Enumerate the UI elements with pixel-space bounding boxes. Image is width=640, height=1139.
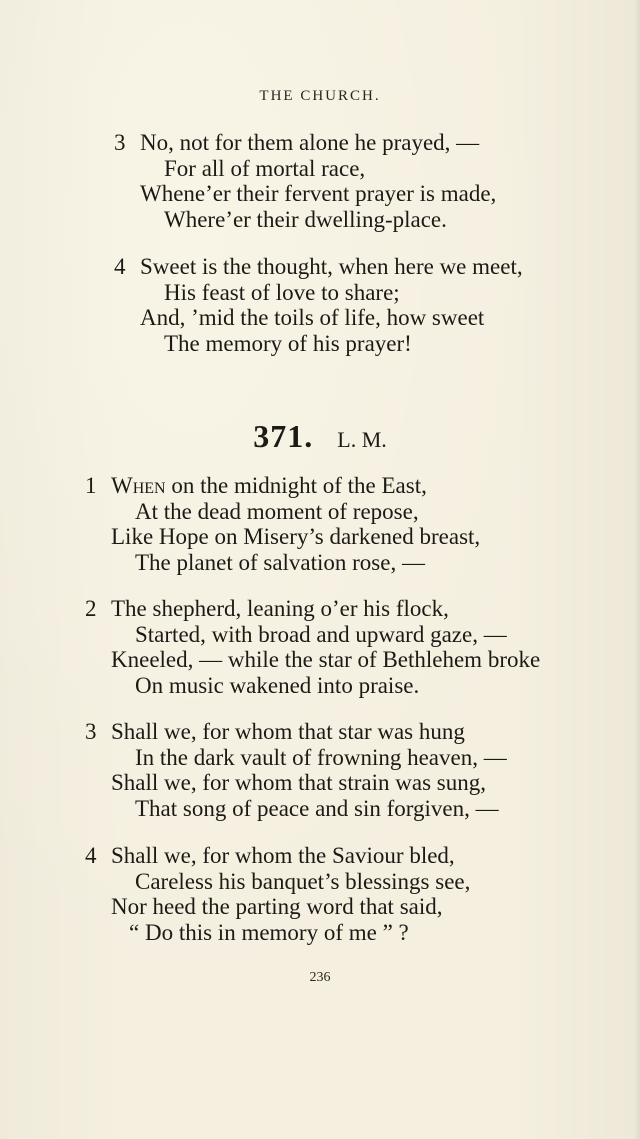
verse-text: Shall we, for whom the Saviour bled, (111, 843, 455, 868)
stanza-line (114, 331, 523, 357)
stanza-number: 4 (114, 254, 126, 279)
verse-text: And, ’mid the toils of life, how sweet (140, 305, 485, 330)
stanza-line (85, 796, 507, 822)
verse-text: Sweet is the thought, when here we meet, (140, 254, 523, 279)
verse-text: on the midnight of the East, (165, 473, 427, 498)
stanza-line (85, 843, 470, 869)
hymn-stanza-1 (85, 473, 480, 575)
verse-text: “ Do this in memory of me ” ? (129, 919, 409, 945)
verse-text: Kneeled, — while the star of Bethlehem broke (111, 647, 541, 672)
stanza-line (85, 647, 540, 673)
verse-text: On music wakened into praise. (135, 672, 420, 698)
page-edge-shadow (634, 0, 640, 1139)
stanza-line (85, 622, 540, 648)
verse-text: The memory of his prayer! (164, 330, 412, 356)
verse-text: Shall we, for whom that star was hung (111, 719, 465, 744)
verse-text: Started, with broad and upward gaze, — (135, 621, 507, 647)
verse-text: Shall we, for whom that strain was sung, (111, 770, 486, 795)
stanza-line (85, 473, 480, 499)
verse-text: Like Hope on Misery’s darkened breast, (111, 524, 481, 549)
stanza-line (85, 869, 470, 895)
verse-text: That song of peace and sin forgiven, — (135, 795, 499, 821)
stanza-number: 1 (85, 473, 97, 498)
stanza-line (85, 550, 480, 576)
verse-text: The shepherd, leaning o’er his flock, (111, 596, 449, 621)
stanza-line (85, 499, 480, 525)
verse-text: His feast of love to share; (164, 279, 400, 305)
verse-text: Careless his banquet’s blessings see, (135, 868, 471, 894)
hymn-stanza-4 (85, 843, 470, 945)
stanza-line (114, 280, 523, 306)
stanza-line (85, 920, 470, 946)
verse-text: For all of mortal race, (164, 155, 366, 181)
hymn-heading (0, 418, 640, 455)
stanza-line (114, 207, 496, 233)
stanza-line (114, 181, 496, 207)
running-head: THE CHURCH. (259, 88, 381, 104)
stanza-top-3 (114, 130, 496, 232)
verse-text: Where’er their dwelling-place. (164, 206, 447, 232)
stanza-line (85, 770, 507, 796)
stanza-line (114, 130, 496, 156)
page-number: 236 (309, 970, 331, 985)
verse-text: No, not for them alone he prayed, — (140, 130, 480, 155)
hymn-meter: L. M. (337, 427, 387, 452)
stanza-line (85, 719, 507, 745)
stanza-line (85, 596, 540, 622)
stanza-line (85, 745, 507, 771)
stanza-line (85, 673, 540, 699)
verse-text: At the dead moment of repose, (135, 498, 419, 524)
hymn-stanza-3 (85, 719, 507, 821)
stanza-number: 4 (85, 843, 97, 868)
stanza-number: 3 (85, 719, 97, 744)
first-word: When (111, 473, 166, 498)
stanza-line (114, 305, 523, 331)
verse-text: In the dark vault of frowning heaven, — (135, 744, 507, 770)
stanza-number: 3 (114, 130, 126, 155)
verse-text: Nor heed the parting word that said, (111, 894, 443, 919)
stanza-line (85, 894, 470, 920)
verse-text: Whene’er their fervent prayer is made, (140, 181, 497, 206)
stanza-line (85, 524, 480, 550)
stanza-line (114, 254, 523, 280)
hymn-stanza-2 (85, 596, 540, 698)
verse-text: The planet of salvation rose, — (135, 549, 425, 575)
hymn-number: 371. (253, 418, 314, 454)
stanza-top-4 (114, 254, 523, 356)
stanza-line (114, 156, 496, 182)
stanza-number: 2 (85, 596, 97, 621)
